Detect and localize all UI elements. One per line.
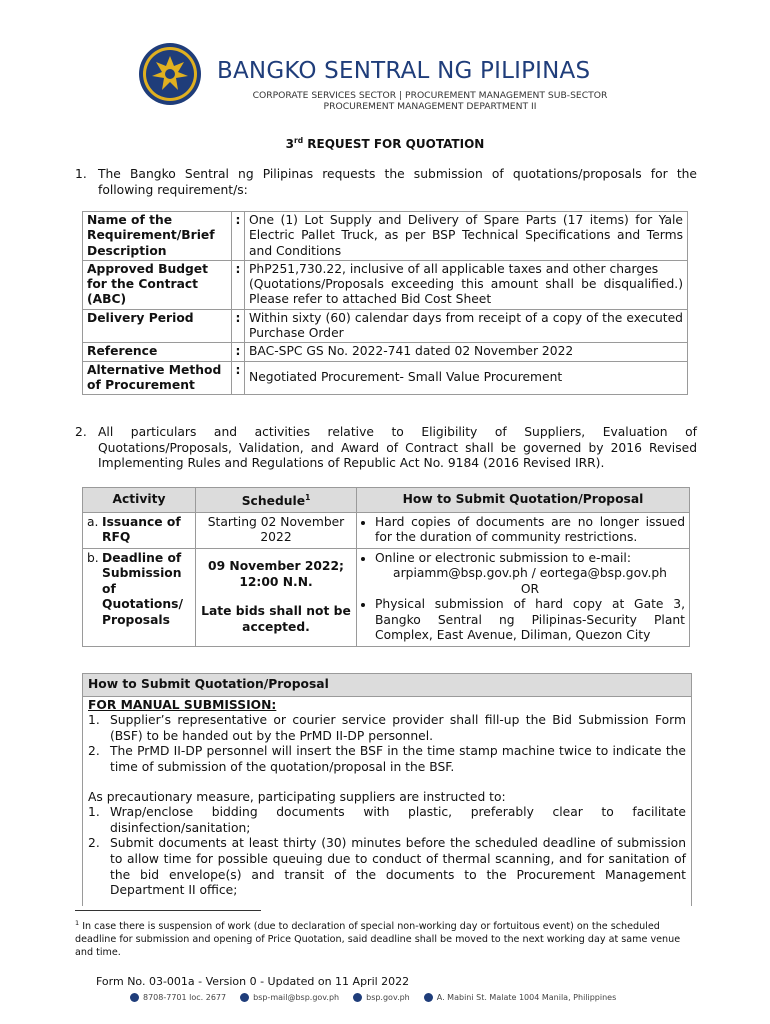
list-item: 2. Submit documents at least thirty (30) minutes before the scheduled deadline of submission to allow time for possible queuing due to conduct of thermal scanning, and for sanitation of the bid envelope(s) and transit of the documents to the Procurement Management Department II office;	[88, 836, 686, 898]
footnote: $^1$ In case there is suspension of work (due to declaration of special non-working day or fortuitous event) on the scheduled deadline for submission and opening of Price Quotation, said deadline shall be moved to the next working day at same venue and time.	[75, 919, 681, 958]
list-item: • Hard copies of documents are no longer issued for the duration of community restrictions.	[375, 515, 685, 546]
table-row: a. Issuance of RFQ Starting 02 November 2022 • Hard copies of documents are no longer issued for the duration of community restrictions.	[83, 512, 690, 548]
schedule-table	[82, 487, 690, 647]
paragraph-number: 2.	[75, 425, 87, 439]
table-row: Reference : BAC-SPC GS No. 2022-741 dated 02 November 2022	[83, 343, 688, 361]
document-title: 3rd REQUEST FOR QUOTATION	[285, 136, 485, 151]
paragraph-number: 1.	[75, 167, 87, 181]
list-item: • Physical submission of hard copy at Gate 3, Bangko Sentral ng Pilipinas-Security Plant Complex, East Avenue, Diliman, Quezon City	[375, 597, 685, 644]
activity-name: Issuance of RFQ	[102, 514, 181, 545]
table-header-row	[83, 488, 690, 513]
table-row: Approved Budget for the Contract (ABC) : PhP251,730.22, inclusive of all applicable taxes and other charges (Quotations/Proposals exceeding this amount shall be disqualified.) Please refer to attached Bid Cost Sheet	[83, 260, 688, 309]
row-value: PhP251,730.22, inclusive of all applicable taxes and other charges (Quotations/Proposals exceeding this amount shall be disqualified.) Please refer to attached Bid Cost Sheet	[245, 260, 688, 309]
row-label: Delivery Period	[83, 309, 232, 343]
activity-name: Deadline of Submission of Quotations/ Proposals	[102, 550, 183, 627]
contact-bar: 8708-7701 loc. 2677 bsp-mail@bsp.gov.ph bsp.gov.ph A. Mabini St. Malate 1004 Manila, Philippines	[130, 993, 616, 1002]
row-label: Approved Budget for the Contract (ABC)	[83, 260, 232, 309]
list-item: • Online or electronic submission to e-mail: arpiamm@bsp.gov.ph / eortega@bsp.gov.ph OR	[375, 551, 685, 598]
schedule-value: 09 November 2022; 12:00 N.N. Late bids shall not be accepted.	[196, 548, 357, 646]
bank-name: BANGKO SENTRAL NG PILIPINAS	[217, 58, 591, 84]
row-value: One (1) Lot Supply and Delivery of Spare Parts (17 items) for Yale Electric Pallet Truck, as per BSP Technical Specifications and Terms and Conditions	[245, 212, 688, 261]
precaution-intro: As precautionary measure, participating suppliers are instructed to:	[88, 789, 506, 804]
schedule-value: Starting 02 November 2022	[196, 512, 357, 548]
table-row: Name of the Requirement/Brief Description : One (1) Lot Supply and Delivery of Spare Parts (17 items) for Yale Electric Pallet Truck, as per BSP Technical Specifications and Terms and Conditions	[83, 212, 688, 261]
row-label: Alternative Method of Procurement	[83, 361, 232, 395]
sector-line: CORPORATE SERVICES SECTOR | PROCUREMENT MANAGEMENT SUB-SECTOR	[252, 90, 608, 101]
web-icon	[353, 993, 362, 1002]
requirement-table	[82, 211, 688, 395]
how-to-submit-header: How to Submit Quotation/Proposal	[357, 488, 690, 513]
paragraph-2	[75, 425, 697, 472]
paragraph-text: All particulars and activities relative to Eligibility of Suppliers, Evaluation of Quotations/Proposals, Validation, and Award of Contract shall be governed by 2016 Revised Implementing Rules and Regulations of Republic Act No. 9184 (2016 Revised IRR).	[98, 425, 697, 470]
row-label: Reference	[83, 343, 232, 361]
list-item: 1. Wrap/enclose bidding documents with plastic, preferably clear to facilitate disinfection/sanitation;	[88, 805, 686, 835]
email-icon	[240, 993, 249, 1002]
table-row: Alternative Method of Procurement : Negotiated Procurement- Small Value Procurement	[83, 361, 688, 395]
location-icon	[424, 993, 433, 1002]
row-value: Within sixty (60) calendar days from receipt of a copy of the executed Purchase Order	[245, 309, 688, 343]
department-line: PROCUREMENT MANAGEMENT DEPARTMENT II	[323, 101, 537, 112]
footnote-divider	[75, 910, 261, 911]
paragraph-text: The Bangko Sentral ng Pilipinas requests the submission of quotations/proposals for the following requirement/s:	[98, 167, 697, 197]
row-label: Name of the Requirement/Brief Description	[83, 212, 232, 261]
row-value: BAC-SPC GS No. 2022-741 dated 02 November 2022	[245, 343, 688, 361]
manual-submission-heading: FOR MANUAL SUBMISSION:	[88, 697, 277, 712]
table-row: Delivery Period : Within sixty (60) calendar days from receipt of a copy of the executed Purchase Order	[83, 309, 688, 343]
submission-instructions-box	[82, 673, 692, 906]
paragraph-1	[75, 167, 697, 198]
schedule-header: Schedule$^1$	[196, 488, 357, 513]
phone-icon	[130, 993, 139, 1002]
list-item: 2. The PrMD II-DP personnel will insert the BSF in the time stamp machine twice to indicate the time of submission of the quotation/proposal in the BSF.	[88, 744, 686, 774]
list-item: 1. Supplier’s representative or courier service provider shall fill-up the Bid Submission Form (BSF) to be handed out by the PrMD II-DP personnel.	[88, 713, 686, 743]
table-row: b. Deadline of Submission of Quotations/ Proposals 09 November 2022; 12:00 N.N. Late bids shall not be accepted. • Online or electronic submission to e-mail: arpiamm@bsp.gov.ph / eortega@bsp.gov.ph OR • Physical submission of hard copy at Gate 3, Bangko Sentral ng Pilipinas-Security Plant Complex, East Avenue, Diliman, Quezon City	[83, 548, 690, 646]
box-title: How to Submit Quotation/Proposal	[83, 674, 691, 697]
activity-header: Activity	[83, 488, 196, 513]
row-value: Negotiated Procurement- Small Value Procurement	[245, 361, 688, 395]
form-number: Form No. 03-001a - Version 0 - Updated on 11 April 2022	[96, 975, 410, 988]
